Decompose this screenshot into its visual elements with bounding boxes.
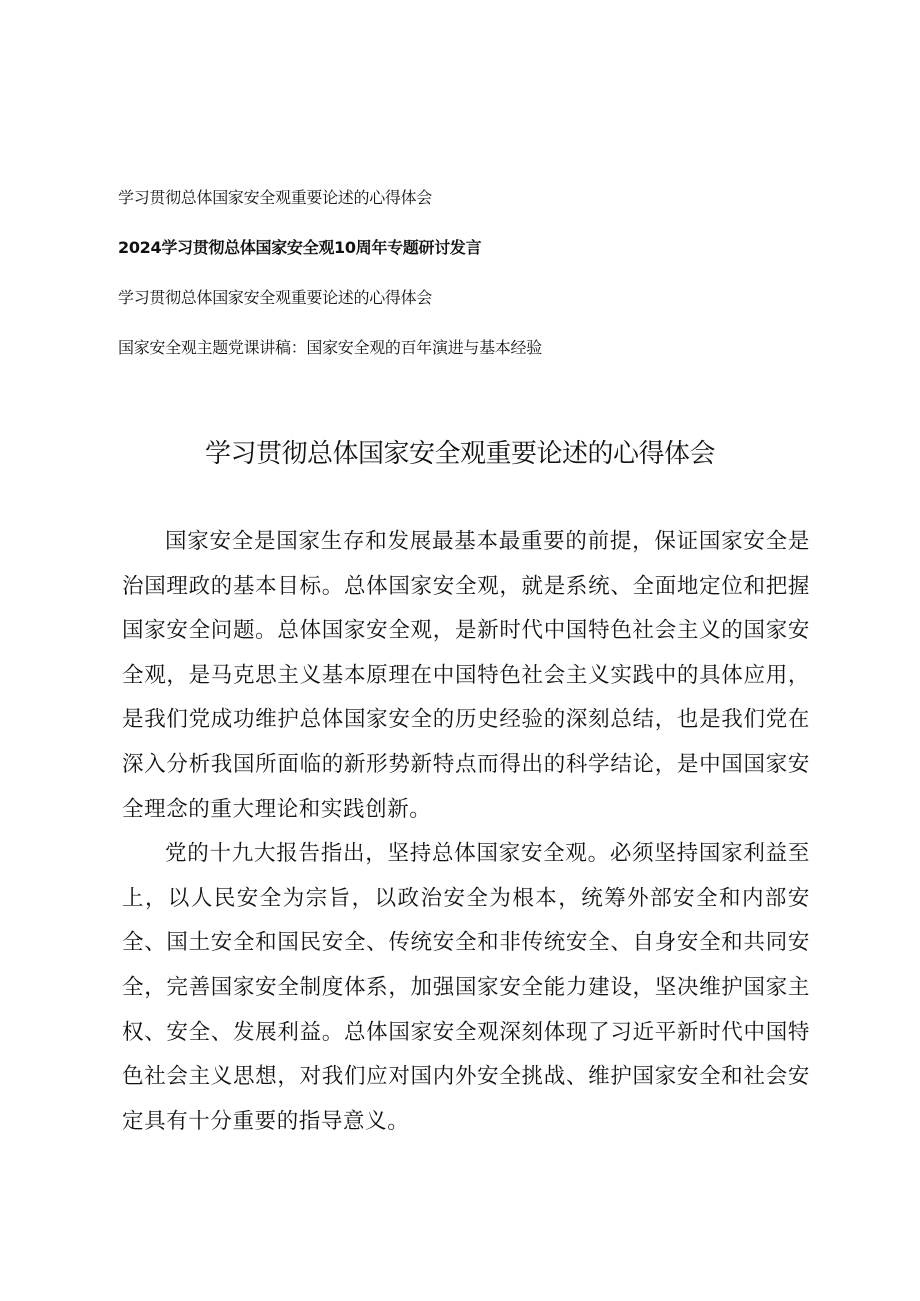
article-body [122,520,810,1144]
paragraph: 党的十九大报告指出，坚持总体国家安全观。必须坚持国家利益至上，以人民安全为宗旨，以政治安全为根本，统筹外部安全和内部安全、国土安全和国民安全、传统安全和非传统安全、自身安全和共同安全，完善国家安全制度体系，加强国家安全能力建设，坚决维护国家主权、安全、发展利益。总体国家安全观深刻体现了习近平新时代中国特色社会主义思想，对我们应对国内外安全挑战、维护国家安全和社会安定具有十分重要的指导意义。 [122,841,810,1134]
table-of-contents [118,186,818,386]
toc-item[interactable]: 2024学习贯彻总体国家安全观10周年专题研讨发言 [118,238,482,257]
toc-item[interactable]: 学习贯彻总体国家安全观重要论述的心得体会 [118,188,433,207]
toc-item[interactable]: 学习贯彻总体国家安全观重要论述的心得体会 [118,288,433,307]
article-title: 学习贯彻总体国家安全观重要论述的心得体会 [204,439,715,469]
paragraph: 国家安全是国家生存和发展最基本最重要的前提，保证国家安全是治国理政的基本目标。总体国家安全观，就是系统、全面地定位和把握国家安全问题。总体国家安全观，是新时代中国特色社会主义的国家安全观，是马克思主义基本原理在中国特色社会主义实践中的具体应用，是我们党成功维护总体国家安全的历史经验的深刻总结，也是我们党在深入分析我国所面临的新形势新特点而得出的科学结论，是中国国家安全理念的重大理论和实践创新。 [122,529,810,822]
toc-item[interactable]: 国家安全观主题党课讲稿：国家安全观的百年演进与基本经验 [118,338,542,357]
